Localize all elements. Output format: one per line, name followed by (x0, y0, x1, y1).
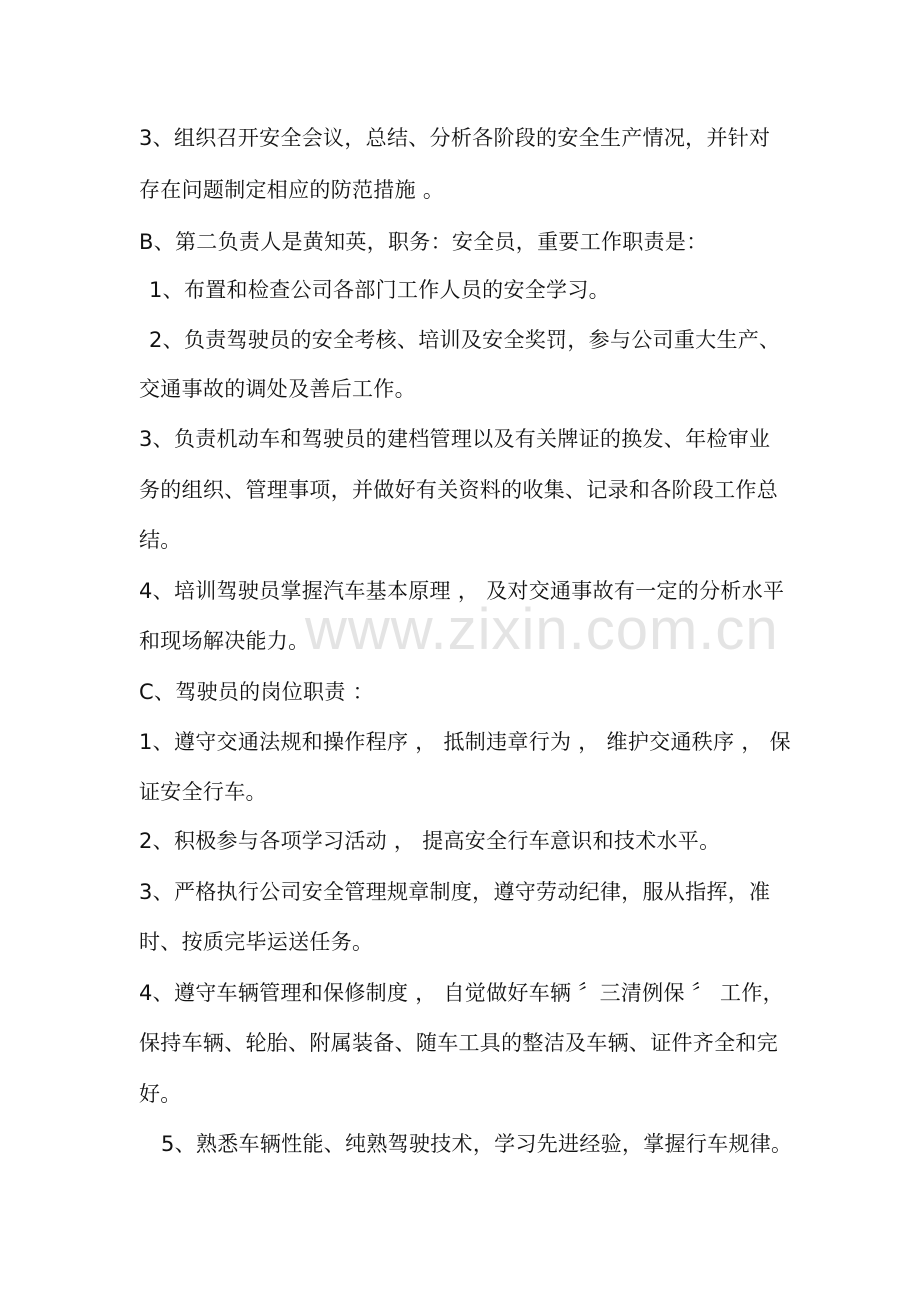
text-line: 交通事故的调处及善后工作。 (139, 377, 416, 401)
text-line: 时、按质完毕运送任务。 (139, 930, 374, 954)
text-line: 和现场解决能力。 (139, 629, 310, 653)
text-line: 3、组织召开安全会议，总结、分析各阶段的安全生产情况，并针对 (139, 126, 771, 150)
watermark: www.zixin.com.cn (305, 597, 779, 662)
text-line: 3、严格执行公司安全管理规章制度，遵守劳动纪律，服从指挥，准 (139, 880, 771, 904)
text-line: 4、遵守车辆管理和保修制度 ， 自觉做好车辆 〞三清例保 〞 工作， (139, 981, 784, 1005)
text-line: 务的组织、管理事项，并做好有关资料的收集、记录和各阶段工作总 (139, 478, 778, 502)
text-line: 3、负责机动车和驾驶员的建档管理以及有关牌证的换发、年检审业 (139, 427, 771, 451)
text-line: 2、负责驾驶员的安全考核、培训及安全奖罚，参与公司重大生产、 (149, 328, 781, 352)
text-line: 结。 (139, 528, 182, 552)
text-line: 证安全行车。 (139, 780, 267, 804)
text-line: 4、培训驾驶员掌握汽车基本原理 ， 及对交通事故有一定的分析水平 (139, 579, 785, 603)
text-line: 好。 (139, 1082, 182, 1106)
text-line: 1、布置和检查公司各部门工作人员的安全学习。 (149, 278, 610, 302)
text-line: 2、积极参与各项学习活动 ， 提高安全行车意识和技术水平。 (139, 829, 721, 853)
text-line: B、第二负责人是黄知英，职务：安全员，重要工作职责是： (139, 230, 708, 254)
text-line: 5、熟悉车辆性能、纯熟驾驶技术，学习先进经验，掌握行车规律。 (161, 1132, 793, 1156)
text-line: 1、遵守交通法规和操作程序 ， 抵制违章行为 ， 维护交通秩序 ， 保 (139, 730, 791, 754)
text-line: 保持车辆、轮胎、附属装备、随车工具的整洁及车辆、证件齐全和完 (139, 1031, 778, 1055)
text-line: 存在问题制定相应的防范措施 。 (139, 178, 445, 202)
text-line: C、驾驶员的岗位职责 ： (139, 680, 374, 704)
